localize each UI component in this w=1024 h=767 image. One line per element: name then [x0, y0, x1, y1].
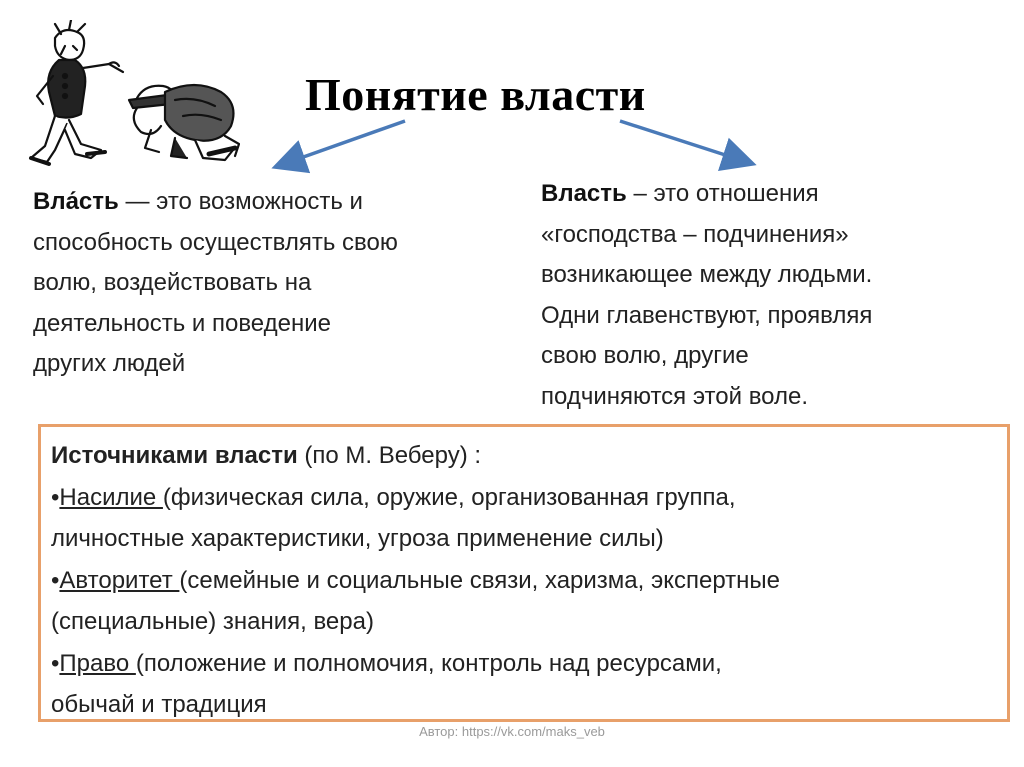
definition-left-line-4: деятельность и поведение: [33, 309, 331, 337]
definition-left-term: Вла́сть: [33, 188, 119, 215]
source-item-violence: •Насилие (физическая сила, оружие, организованная группа,: [51, 483, 736, 511]
definition-right-line-5: свою волю, другие: [541, 342, 749, 369]
author-credit: Автор: https://vk.com/maks_veb: [419, 724, 605, 739]
definition-left-line-2: способность осуществлять свою: [33, 228, 398, 256]
definition-left-line-3: волю, воздействовать на: [33, 269, 312, 296]
definition-right-line-4: Одни главенствуют, проявляя: [541, 301, 873, 329]
sources-box: [38, 424, 1010, 722]
definition-right-line-1: Власть – это отношения: [541, 180, 819, 207]
arrow-right: [620, 121, 750, 163]
source-item-law: •Право (положение и полномочия, контроль над ресурсами,: [51, 649, 722, 677]
definition-right-line-3: возникающее между людьми.: [541, 261, 873, 288]
source-item-authority: •Авторитет (семейные и социальные связи, харизма, экспертные: [51, 566, 781, 594]
source-term-authority: Авторитет: [59, 566, 180, 594]
sources-heading: Источниками власти (по М. Веберу) :: [51, 442, 482, 469]
source-item-violence-line-2: личностные характеристики, угроза применение силы): [51, 525, 664, 552]
arrow-left: [278, 121, 405, 166]
definition-right: [541, 174, 1011, 417]
source-item-law-line-2: обычай и традиция: [51, 691, 267, 718]
definition-left-line-1: Вла́сть — это возможность и: [33, 188, 363, 215]
definition-right-line-2: «господства – подчинения»: [541, 220, 849, 248]
source-term-law: Право: [59, 649, 136, 677]
definition-left: [33, 182, 523, 385]
definition-right-term: Власть: [541, 180, 627, 207]
slide-title: Понятие власти: [305, 69, 646, 120]
definition-right-line-6: подчиняются этой воле.: [541, 382, 809, 410]
source-item-authority-line-2: (специальные) знания, вера): [51, 608, 374, 635]
definition-left-line-5: других людей: [33, 350, 186, 377]
source-term-violence: Насилие: [59, 483, 163, 511]
